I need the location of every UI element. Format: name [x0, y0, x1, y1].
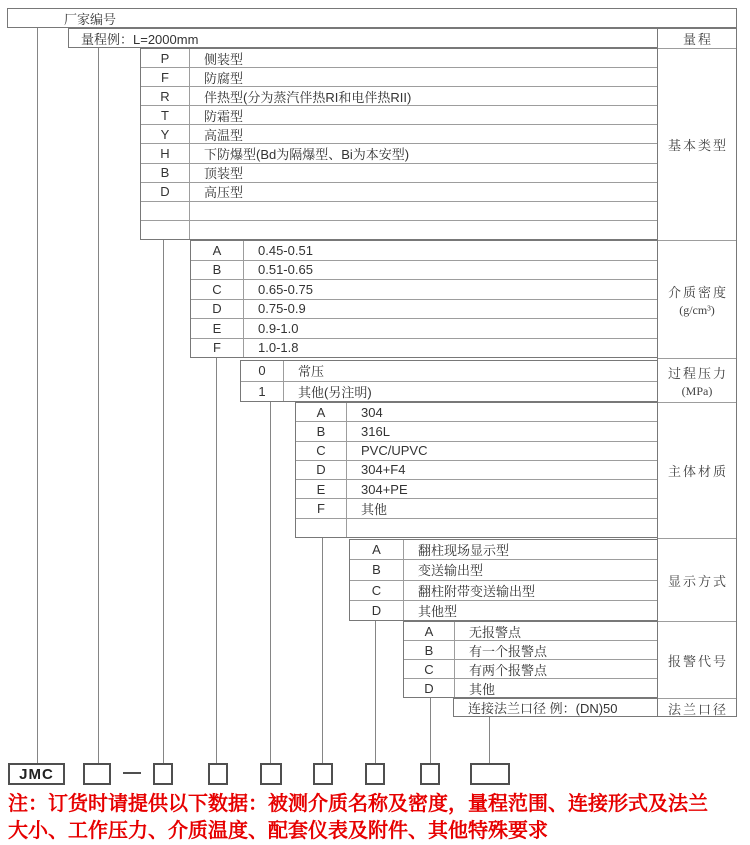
- table-row: [141, 164, 657, 183]
- basic-type-table: [140, 48, 657, 240]
- table-row: [141, 49, 657, 68]
- desc-cell: 翻柱附带变送输出型: [418, 583, 536, 599]
- connector-line-flange: [489, 717, 490, 763]
- table-row: [296, 461, 657, 480]
- table-row: [241, 382, 657, 402]
- code-cell: C: [404, 660, 455, 678]
- category-label: 显示方式: [667, 573, 728, 589]
- category-cell-basic-type: [658, 49, 736, 241]
- model-box-material: [313, 763, 333, 785]
- category-label: 基本类型: [667, 138, 728, 153]
- flange-row: [453, 698, 657, 717]
- table-row: [191, 241, 657, 261]
- code-cell: 1: [241, 382, 284, 402]
- code-cell: A: [350, 540, 404, 559]
- code-cell: C: [350, 581, 404, 600]
- model-prefix-label: JMC: [19, 765, 54, 783]
- table-row: [141, 68, 657, 87]
- category-cell-density: [658, 241, 736, 359]
- table-row: [350, 581, 657, 601]
- category-label: 量程: [682, 32, 713, 47]
- order-note: [8, 791, 744, 845]
- desc-cell: 304+PE: [361, 481, 408, 497]
- desc-cell: 高温型: [204, 127, 244, 143]
- table-row: [296, 422, 657, 441]
- desc-cell: 316L: [361, 423, 390, 439]
- connector-line-density: [216, 358, 217, 763]
- table-row: [241, 361, 657, 382]
- desc-cell: 0.75-0.9: [258, 301, 306, 317]
- code-cell: E: [191, 319, 244, 338]
- code-cell: D: [404, 679, 455, 697]
- code-cell: D: [296, 461, 347, 479]
- desc-cell: 顶装型: [204, 166, 244, 182]
- code-cell: [141, 202, 190, 220]
- range-row: [68, 28, 657, 48]
- code-cell: B: [296, 422, 347, 440]
- model-box-alarm: [420, 763, 440, 785]
- desc-cell: 下防爆型(Bd为隔爆型、Bi为本安型): [204, 147, 410, 163]
- code-cell: E: [296, 480, 347, 498]
- connector-line-range: [98, 48, 99, 763]
- desc-cell: 其他型: [418, 603, 458, 619]
- category-label: 介质密度: [667, 284, 728, 300]
- code-cell: A: [404, 622, 455, 640]
- table-row: [404, 641, 657, 660]
- desc-cell: 有两个报警点: [469, 662, 548, 678]
- code-cell: 0: [241, 361, 284, 381]
- density-table: [190, 240, 657, 358]
- order-note-line-1: 注：订货时请提供以下数据：被测介质名称及密度，量程范围、连接形式及法兰: [8, 793, 708, 815]
- table-row: [141, 144, 657, 163]
- category-cell-flange: [658, 699, 736, 718]
- table-row: [350, 560, 657, 580]
- desc-cell: 防腐型: [204, 70, 244, 86]
- desc-cell: 侧装型: [204, 51, 244, 67]
- code-cell: R: [141, 87, 190, 105]
- range-text: 量程例：L=2000mm: [81, 31, 199, 47]
- table-row: [191, 261, 657, 281]
- desc-cell: 其他: [361, 502, 388, 518]
- table-row: [191, 319, 657, 339]
- model-box-pressure: [260, 763, 282, 785]
- model-box-range: [83, 763, 111, 785]
- table-row: [141, 87, 657, 106]
- table-row: [191, 339, 657, 358]
- connector-line-material: [322, 538, 323, 763]
- code-cell: A: [191, 241, 244, 260]
- desc-cell: 0.51-0.65: [258, 262, 313, 278]
- desc-cell: 无报警点: [469, 624, 522, 640]
- category-cell-alarm: [658, 622, 736, 699]
- flange-text: 连接法兰口径 例：(DN)50: [468, 701, 618, 716]
- desc-cell: 常压: [298, 364, 325, 380]
- code-cell: F: [141, 68, 190, 86]
- table-row: [404, 679, 657, 697]
- pressure-table: [240, 360, 657, 402]
- category-cell-pressure: [658, 359, 736, 403]
- model-box-flange: [470, 763, 510, 785]
- desc-cell: 有一个报警点: [469, 643, 548, 659]
- code-cell: A: [296, 403, 347, 421]
- model-separator: [123, 772, 141, 774]
- table-row: [191, 300, 657, 320]
- manufacturer-row: [7, 8, 737, 28]
- connector-line-manufacturer: [37, 28, 38, 763]
- desc-cell: 0.45-0.51: [258, 242, 313, 258]
- desc-cell: 0.9-1.0: [258, 320, 299, 336]
- table-row: [191, 280, 657, 300]
- table-row: [296, 442, 657, 461]
- desc-cell: 高压型: [204, 185, 244, 201]
- desc-cell: 防霜型: [204, 108, 244, 124]
- table-row: [404, 622, 657, 641]
- code-cell: D: [191, 300, 244, 319]
- category-label: 报警代号: [667, 653, 728, 669]
- code-cell: D: [141, 183, 190, 201]
- code-cell: [296, 519, 347, 537]
- alarm-code-table: [403, 621, 657, 698]
- category-sublabel: (g/cm³): [679, 302, 715, 317]
- table-row: [296, 480, 657, 499]
- category-label: 法兰口径: [667, 702, 728, 717]
- code-cell: B: [350, 560, 404, 579]
- desc-cell: 其他: [469, 681, 496, 697]
- code-cell: B: [404, 641, 455, 659]
- material-table: [295, 402, 657, 538]
- code-cell: D: [350, 601, 404, 620]
- desc-cell: 其他(另注明): [298, 384, 372, 400]
- code-cell: [141, 221, 190, 239]
- code-cell: B: [141, 164, 190, 182]
- category-cell-material: [658, 403, 736, 539]
- desc-cell: 翻柱现场显示型: [418, 543, 510, 559]
- table-row: [404, 660, 657, 679]
- code-cell: H: [141, 144, 190, 162]
- code-cell: P: [141, 49, 190, 67]
- table-row: [350, 540, 657, 560]
- connector-line-basic-type: [163, 240, 164, 763]
- model-box-basic-type: [153, 763, 173, 785]
- desc-cell: [190, 221, 657, 239]
- table-row: [141, 202, 657, 221]
- desc-cell: 304: [361, 404, 383, 420]
- desc-cell: [347, 519, 657, 537]
- table-row: [296, 403, 657, 422]
- table-row: [141, 106, 657, 125]
- category-cell-display: [658, 539, 736, 622]
- table-row: [350, 601, 657, 620]
- connector-line-pressure: [270, 402, 271, 763]
- code-cell: B: [191, 261, 244, 280]
- desc-cell: PVC/UPVC: [361, 443, 428, 459]
- table-row: [141, 125, 657, 144]
- desc-cell: [190, 202, 657, 220]
- desc-cell: 伴热型(分为蒸汽伴热RI和电伴热RII): [204, 89, 412, 105]
- code-cell: Y: [141, 125, 190, 143]
- connector-line-alarm: [430, 698, 431, 763]
- desc-cell: 0.65-0.75: [258, 281, 313, 297]
- code-cell: C: [296, 442, 347, 460]
- model-box-density: [208, 763, 228, 785]
- category-label: 过程压力: [667, 365, 728, 381]
- display-mode-table: [349, 539, 657, 621]
- manufacturer-label: 厂家编号: [64, 11, 117, 27]
- code-cell: F: [296, 499, 347, 517]
- table-row: [296, 519, 657, 537]
- model-box-display: [365, 763, 385, 785]
- code-cell: T: [141, 106, 190, 124]
- connector-line-display: [375, 621, 376, 763]
- order-note-line-2: 大小、工作压力、介质温度、配套仪表及附件、其他特殊要求: [8, 820, 548, 842]
- desc-cell: 变送输出型: [418, 563, 484, 579]
- table-row: [141, 183, 657, 202]
- category-column: [657, 28, 737, 717]
- category-label: 主体材质: [667, 464, 728, 479]
- code-cell: C: [191, 280, 244, 299]
- table-row: [296, 499, 657, 518]
- model-prefix-box: [8, 763, 65, 785]
- code-cell: F: [191, 339, 244, 358]
- desc-cell: 1.0-1.8: [258, 340, 299, 356]
- table-row: [141, 221, 657, 239]
- category-sublabel: (MPa): [681, 383, 713, 398]
- category-cell-range: [658, 29, 736, 49]
- desc-cell: 304+F4: [361, 462, 406, 478]
